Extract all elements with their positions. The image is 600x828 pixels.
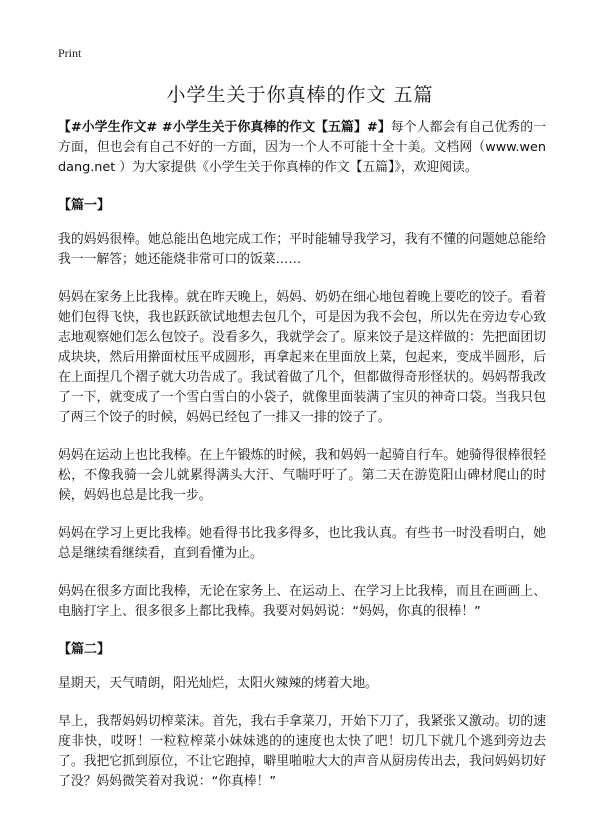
section-heading-2: 【篇二】 — [58, 642, 111, 657]
paragraph: 我的妈妈很棒。她总能出色地完成工作；平时能辅导我学习，我有不懂的问题她总能给我一一解答；她还能烧非常可口的饭菜…… — [58, 232, 546, 267]
paragraph: 星期天，天气晴朗，阳光灿烂，太阳火辣辣的烤着大地。 — [58, 676, 378, 691]
section-heading-1: 【篇一】 — [58, 198, 111, 213]
document-title: 小学生关于你真棒的作文 五篇 — [166, 84, 434, 106]
paragraph: 早上，我帮妈妈切榨菜沫。首先，我右手拿菜刀，开始下刀了，我紧张又激动。切的速度非快，哎呀！一粒粒榨菜小妹妹逃的的速度也太快了吧！切几下就几个逃到旁边去了。我把它抓到原位，不让它跑掉，噼里啪啦大大的声音从厨房传出去，我问妈妈切好了没？妈妈微笑着对我说：“你真棒！” — [58, 714, 546, 789]
intro-paragraph — [58, 118, 546, 178]
paragraph: 妈妈在学习上更比我棒。她看得书比我多得多，也比我认真。有些书一时没看明白，她总是继续看继续看，直到看懂为止。 — [58, 526, 546, 561]
intro-text: 每个人都会有自己优秀的一方面，但也会有自己不好的一方面，因为一个人不可能十全十美。文档网（www.wendang.net ）为大家提供《小学生关于你真棒的作文【五篇】》，欢迎阅读。 — [58, 120, 546, 175]
document-body — [58, 118, 546, 810]
paragraph: 妈妈在很多方面比我棒，无论在家务上、在运动上、在学习上比我棒，而且在画画上、电脑打字上、很多很多上都比我棒。我要对妈妈说：“妈妈，你真的很棒！” — [58, 584, 546, 619]
intro-tags: 【#小学生作文# #小学生关于你真棒的作文【五篇】#】 — [58, 120, 391, 135]
paragraph: 妈妈在运动上也比我棒。在上午锻炼的时候，我和妈妈一起骑自行车。她骑得很棒很轻松，不像我骑一会儿就累得满头大汗、气喘吁吁了。第二天在游览阳山碑材爬山的时候，妈妈也总是比我一步。 — [58, 448, 546, 503]
paragraph: 妈妈在家务上比我棒。就在昨天晚上，妈妈、奶奶在细心地包着晚上要吃的饺子。看着她们包得飞快，我也跃跃欲试地想去包几个，可是因为我不会包，所以先在旁边专心致志地观察她们怎么包饺子。没看多久，我就学会了。原来饺子是这样做的：先把面团切成块块，然后用擀面杖压平成圆形，再拿起来在里面放上菜，包起来，变成半圆形，后在上面捏几个褶子就大功告成了。我试着做了几个，但都做得奇形怪状的。妈妈帮我改了一下，就变成了一个雪白雪白的小袋子，就像里面装满了宝贝的神奇口袋。当我只包了两三个饺子的时候，妈妈已经包了一排又一排的饺子了。 — [58, 290, 546, 425]
print-label: Print — [58, 46, 82, 60]
